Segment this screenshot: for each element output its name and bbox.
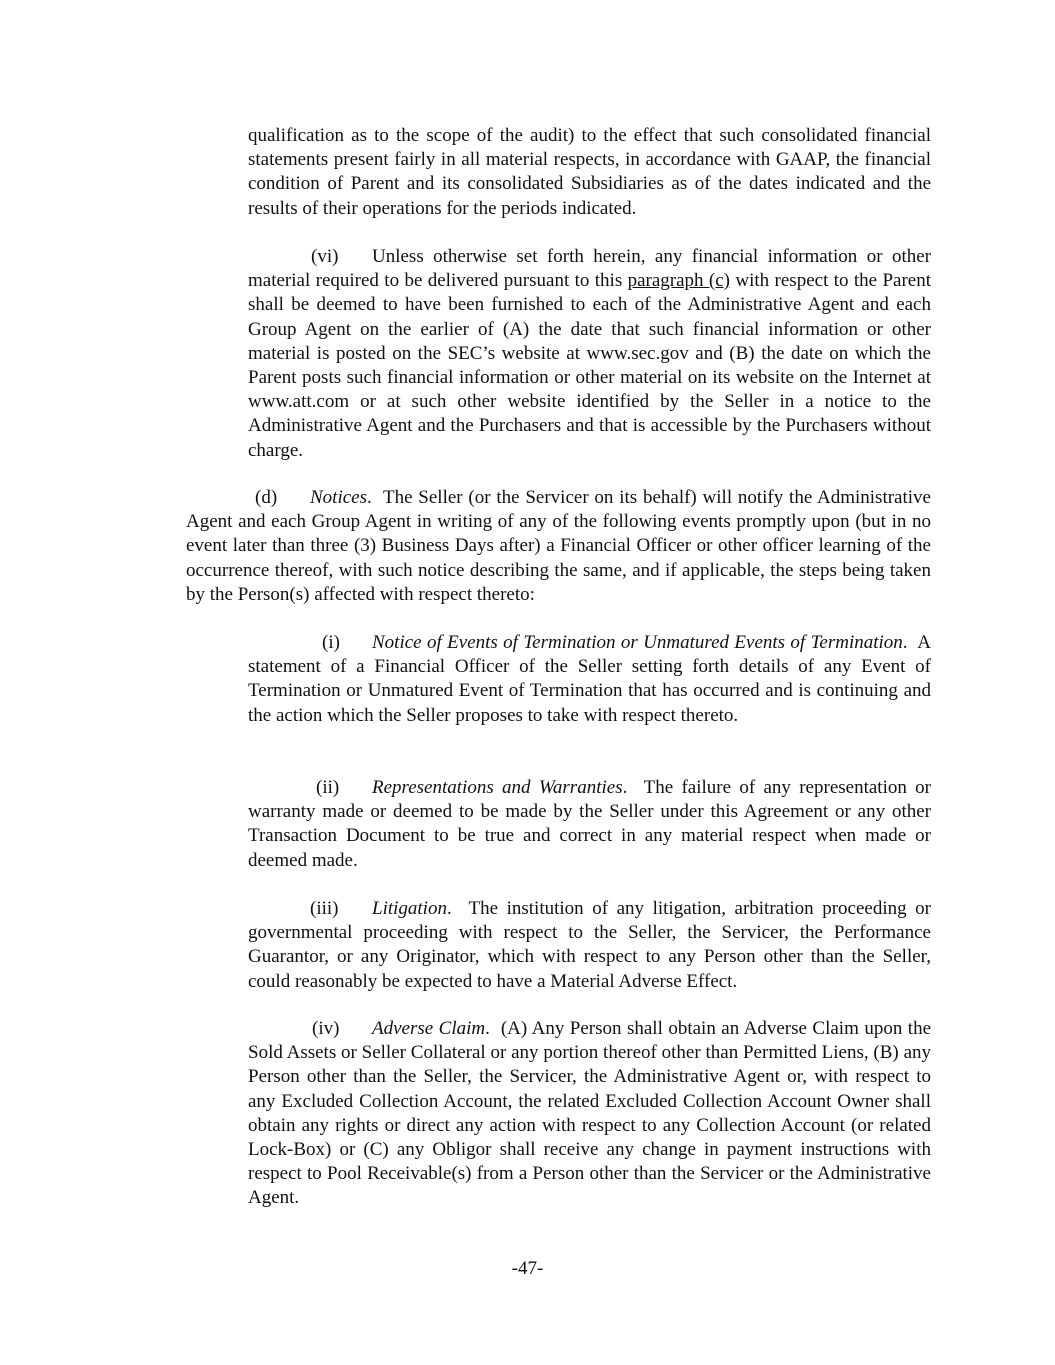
cross-reference-link: paragraph (c) <box>627 270 731 292</box>
item-heading: Litigation <box>372 898 447 919</box>
item-marker: (d) <box>255 487 278 508</box>
section-heading: Notices <box>310 487 367 508</box>
paragraph-iii: (iii) Litigation. The institution of any litigation, arbitration proceeding or governmental proceeding with respect to the Seller, the Servicer, the Performance Guarantor, or any Originator, which with respect to any Person other than the Seller, could reasonably be expected to have a Material Adverse Effect. <box>248 898 931 992</box>
item-marker: (iii) <box>310 898 339 919</box>
paragraph-continuation: qualification as to the scope of the audit) to the effect that such consolidated financial statements present fairly in all material respects, in accordance with GAAP, the financial condition of Parent and its consolidated Subsidiaries as of the dates indicated and the results of their operations for the periods indicated. <box>248 125 931 219</box>
item-marker: (i) <box>322 632 340 653</box>
paragraph-i: (i) Notice of Events of Termination or Unmatured Events of Termination. A statement of a Financial Officer of the Seller setting forth details of any Event of Termination or Unmatured Event of Termination that has occurred and is continuing and the action which the Seller proposes to take with respect thereto. <box>248 632 931 726</box>
paragraph-iv: (iv) Adverse Claim. (A) Any Person shall obtain an Adverse Claim upon the Sold Assets or Seller Collateral or any portion thereof other than Permitted Liens, (B) any Person other than the Seller, the Servicer, the Administrative Agent or, with respect to any Excluded Collection Account, the related Excluded Collection Account Owner shall obtain any rights or direct any action with respect to any Collection Account (or related Lock-Box) or (C) any Obligor shall receive any change in payment instructions with respect to Pool Receivable(s) from a Person other than the Servicer or the Administrative Agent. <box>248 1018 932 1209</box>
item-heading: Adverse Claim <box>372 1018 486 1039</box>
item-heading: Notice of Events of Termination or Unmatured Events of Termination <box>372 632 903 653</box>
item-heading: Representations and Warranties <box>372 777 623 798</box>
paragraph-ii: (ii) Representations and Warranties. The failure of any representation or warranty made or deemed to be made by the Seller under this Agreement or any other Transaction Document to be true and correct in any material respect when made or deemed made. <box>248 777 931 871</box>
paragraph-d-notices: (d) Notices. The Seller (or the Servicer on its behalf) will notify the Administrative Agent and each Group Agent in writing of any of the following events promptly upon (but in no event later than three (3) Business Days after) a Financial Officer or other officer learning of the occurrence thereof, with such notice describing the same, and if applicable, the steps being taken by the Person(s) affected with respect thereto: <box>186 487 931 605</box>
item-marker: (iv) <box>312 1018 340 1039</box>
item-marker: (vi) <box>311 246 339 267</box>
paragraph-vi: (vi) Unless otherwise set forth herein, any financial information or other material required to be delivered pursuant to this paragraph (c) with respect to the Parent shall be deemed to have been furnished to each of the Administrative Agent and each Group Agent on the earlier of (A) the date that such financial information or other material is posted on the SEC’s website at www.sec.gov and (B) the date on which the Parent posts such financial information or other material on its website on the Internet at www.att.com or at such other website identified by the Seller in a notice to the Administrative Agent and the Purchasers and that is accessible by the Purchasers without charge. <box>248 246 931 461</box>
page-number: -47- <box>511 1258 544 1279</box>
item-marker: (ii) <box>316 777 340 798</box>
